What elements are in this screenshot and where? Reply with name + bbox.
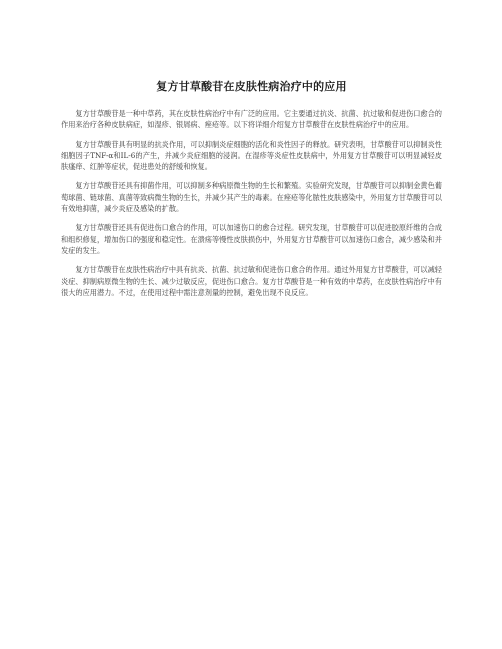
paragraph-anti-inflammatory: 复方甘草酸苷具有明显的抗炎作用，可以抑制炎症细胞的活化和炎性因子的释放。研究表明，甘草酸苷可以抑制炎性细胞因子TNF-α和IL-6的产生，并减少炎症细胞的浸润。在湿疹等炎症性皮肤病中，外用复方甘草酸苷可以明显减轻皮肤瘙痒、红肿等症状，促进患处的舒缓和恢复。: [61, 139, 442, 172]
document-title: 复方甘草酸苷在皮肤性病治疗中的应用: [156, 80, 347, 93]
paragraph-antibacterial: 复方甘草酸苷还具有抑菌作用，可以抑制多种病原微生物的生长和繁殖。实验研究发现，甘草酸苷可以抑制金黄色葡萄球菌、链球菌、真菌等致病微生物的生长，并减少其产生的毒素。在痤疮等化脓性皮肤感染中，外用复方甘草酸苷可以有效地抑菌，减少炎症及感染的扩散。: [61, 181, 442, 214]
paragraph-intro: 复方甘草酸苷是一种中草药，其在皮肤性病治疗中有广泛的应用。它主要通过抗炎、抗菌、抗过敏和促进伤口愈合的作用来治疗各种皮肤病症，如湿疹、银屑病、痤疮等。以下将详细介绍复方甘草酸苷在皮肤性病治疗中的应用。: [61, 109, 442, 130]
paragraph-conclusion: 复方甘草酸苷在皮肤性病治疗中具有抗炎、抗菌、抗过敏和促进伤口愈合的作用。通过外用复方甘草酸苷，可以减轻炎症、抑制病原微生物的生长、减少过敏反应，促进伤口愈合。复方甘草酸苷是一种有效的中草药，在皮肤性病治疗中有很大的应用潜力。不过，在使用过程中需注意剂量的控制，避免出现不良反应。: [61, 265, 442, 297]
paragraph-wound-healing: 复方甘草酸苷还具有促进伤口愈合的作用，可以加速伤口的愈合过程。研究发现，甘草酸苷可以促进胶原纤维的合成和组织修复，增加伤口的强度和稳定性。在溃疡等慢性皮肤损伤中，外用复方甘草酸苷可以加速伤口愈合，减少感染和并发症的发生。: [61, 223, 442, 255]
